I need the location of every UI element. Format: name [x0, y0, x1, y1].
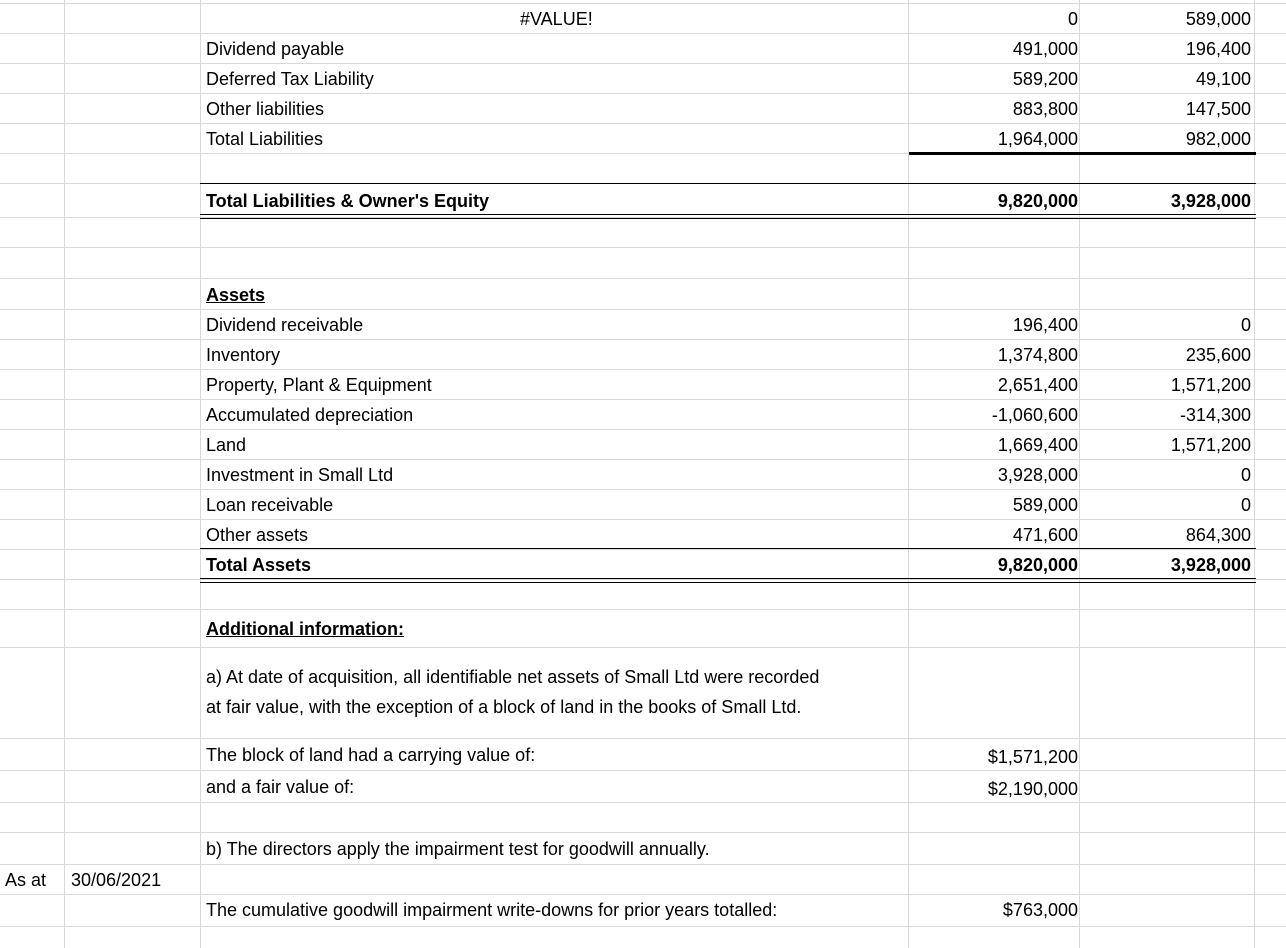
note-a-line1[interactable]: a) At date of acquisition, all identifiable net assets of Small Ltd were recorded	[206, 667, 820, 687]
other-liabilities-col1[interactable]: 883,800	[1012, 99, 1078, 119]
dividend-receivable-col1[interactable]: 196,400	[1012, 315, 1078, 335]
other-liabilities-label[interactable]: Other liabilities	[206, 99, 325, 119]
total-liabilities-label[interactable]: Total Liabilities	[206, 129, 324, 149]
assets-double-border-2	[200, 582, 1256, 583]
as-at-date[interactable]: 30/06/2021	[71, 870, 162, 890]
land-col2[interactable]: 1,571,200	[1170, 435, 1251, 455]
total-liab-equity-col1[interactable]: 9,820,000	[997, 191, 1078, 211]
ppe-col2[interactable]: 1,571,200	[1170, 375, 1251, 395]
other-assets-label[interactable]: Other assets	[206, 525, 309, 545]
inventory-col2[interactable]: 235,600	[1185, 345, 1251, 365]
fair-value-label[interactable]: and a fair value of:	[206, 777, 355, 797]
total-assets-label[interactable]: Total Assets	[206, 555, 312, 575]
deferred-tax-col2[interactable]: 49,100	[1195, 69, 1251, 89]
dividend-payable-col1[interactable]: 491,000	[1012, 39, 1078, 59]
total-liabilities-border	[909, 152, 1256, 155]
investment-col1[interactable]: 3,928,000	[997, 465, 1078, 485]
ppe-col1[interactable]: 2,651,400	[997, 375, 1078, 395]
accumulated-depreciation-col1[interactable]: -1,060,600	[991, 405, 1078, 425]
equity-double-border-1	[200, 214, 1256, 215]
deferred-tax-label[interactable]: Deferred Tax Liability	[206, 69, 374, 89]
equity-double-border-2	[200, 218, 1256, 219]
deferred-tax-col1[interactable]: 589,200	[1012, 69, 1078, 89]
carrying-value-label[interactable]: The block of land had a carrying value of:	[206, 745, 536, 765]
top-row-col2[interactable]: 589,000	[1185, 9, 1251, 29]
additional-info-heading[interactable]: Additional information:	[206, 619, 404, 639]
loan-receivable-label[interactable]: Loan receivable	[206, 495, 334, 515]
other-assets-col1[interactable]: 471,600	[1012, 525, 1078, 545]
note-b-line[interactable]: b) The directors apply the impairment test for goodwill annually.	[206, 839, 710, 859]
assets-double-border-1	[200, 578, 1256, 579]
cumulative-impairment-amount[interactable]: $763,000	[1002, 900, 1078, 920]
ppe-label[interactable]: Property, Plant & Equipment	[206, 375, 432, 395]
carrying-value-amount[interactable]: $1,571,200	[987, 747, 1078, 767]
total-liab-equity-label[interactable]: Total Liabilities & Owner's Equity	[206, 191, 489, 211]
inventory-label[interactable]: Inventory	[206, 345, 281, 365]
assets-heading[interactable]: Assets	[206, 285, 266, 305]
dividend-receivable-label[interactable]: Dividend receivable	[206, 315, 364, 335]
other-assets-col2[interactable]: 864,300	[1185, 525, 1251, 545]
total-assets-col1[interactable]: 9,820,000	[997, 555, 1078, 575]
total-assets-col2[interactable]: 3,928,000	[1170, 555, 1251, 575]
as-at-label[interactable]: As at	[5, 870, 47, 890]
investment-col2[interactable]: 0	[1240, 465, 1251, 485]
error-cell[interactable]: #VALUE!	[520, 9, 593, 29]
inventory-col1[interactable]: 1,374,800	[997, 345, 1078, 365]
accumulated-depreciation-label[interactable]: Accumulated depreciation	[206, 405, 414, 425]
land-col1[interactable]: 1,669,400	[997, 435, 1078, 455]
dividend-receivable-col2[interactable]: 0	[1240, 315, 1251, 335]
top-row-col1[interactable]: 0	[1067, 9, 1078, 29]
total-liabilities-col1[interactable]: 1,964,000	[997, 129, 1078, 149]
total-liabilities-col2[interactable]: 982,000	[1185, 129, 1251, 149]
other-liabilities-col2[interactable]: 147,500	[1185, 99, 1251, 119]
accumulated-depreciation-col2[interactable]: -314,300	[1179, 405, 1251, 425]
land-label[interactable]: Land	[206, 435, 247, 455]
investment-label[interactable]: Investment in Small Ltd	[206, 465, 394, 485]
equity-top-border	[200, 183, 1256, 184]
loan-receivable-col1[interactable]: 589,000	[1012, 495, 1078, 515]
fair-value-amount[interactable]: $2,190,000	[987, 779, 1078, 799]
note-a-line2[interactable]: at fair value, with the exception of a block of land in the books of Small Ltd.	[206, 697, 802, 717]
total-liab-equity-col2[interactable]: 3,928,000	[1170, 191, 1251, 211]
assets-total-top-border	[200, 548, 1256, 549]
dividend-payable-label[interactable]: Dividend payable	[206, 39, 345, 59]
cumulative-impairment-label[interactable]: The cumulative goodwill impairment write-downs for prior years totalled:	[206, 900, 778, 920]
dividend-payable-col2[interactable]: 196,400	[1185, 39, 1251, 59]
loan-receivable-col2[interactable]: 0	[1240, 495, 1251, 515]
